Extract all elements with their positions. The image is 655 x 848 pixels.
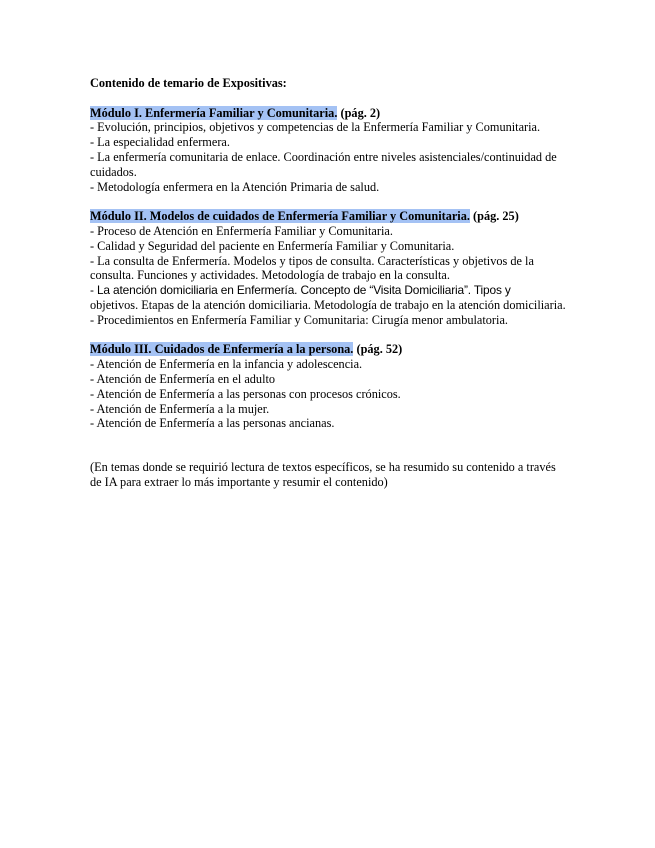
page-reference: (pág. 52) [356,342,403,357]
footnote: (En temas donde se requirió lectura de textos específicos, se ha resumido su contenido a través de IA para extraer lo más importante y resumir el contenido) [90,460,556,489]
list-item: - Procedimientos en Enfermería Familiar y Comunitaria: Cirugía menor ambulatoria. [90,312,508,327]
list-item: - Metodología enfermera en la Atención Primaria de salud. [90,179,380,194]
list-item: - Atención de Enfermería a las personas ancianas. [90,416,335,431]
list-item: - La consulta de Enfermería. Modelos y tipos de consulta. Características y objetivos de la consulta. Funciones y actividades. Metodología de trabajo en la consulta. [90,253,534,283]
list-item: - Calidad y Seguridad del paciente en Enfermería Familiar y Comunitaria. [90,238,455,253]
list-item: - Evolución, principios, objetivos y competencias de la Enfermería Familiar y Comunitaria. [90,120,541,135]
document-title: Contenido de temario de Expositivas: [90,76,287,90]
list-item: - Atención de Enfermería en el adulto [90,371,276,386]
list-item: - Atención de Enfermería a la mujer. [90,401,270,416]
list-item: - Proceso de Atención en Enfermería Familiar y Comunitaria. [90,223,393,238]
list-item: - Atención de Enfermería en la infancia y adolescencia. [90,357,363,372]
module-2 [90,209,570,327]
list-item: - Atención de Enfermería a las personas con procesos crónicos. [90,386,401,401]
document-page [90,76,570,502]
list-item: - La especialidad enfermera. [90,135,230,150]
module-heading [90,209,570,224]
list-item: objetivos. Etapas de la atención domiciliaria. Metodología de trabajo en la atención domiciliaria. [90,297,566,312]
module-title: Módulo II. Modelos de cuidados de Enfermería Familiar y Comunitaria. [90,209,470,224]
page-reference: (pág. 25) [473,209,519,224]
module-title: Módulo III. Cuidados de Enfermería a la persona. [90,342,354,357]
module-title: Módulo I. Enfermería Familiar y Comunitaria. [90,105,338,120]
module-heading [90,106,570,121]
list-item: - La atención domiciliaria en Enfermería. Concepto de “Visita Domiciliaria”. Tipos y [90,283,511,298]
module-3 [90,342,570,431]
module-heading [90,342,570,357]
module-1 [90,106,570,195]
list-item: - La enfermería comunitaria de enlace. Coordinación entre niveles asistenciales/continuidad de cuidados. [90,149,557,179]
page-reference: (pág. 2) [340,105,381,120]
